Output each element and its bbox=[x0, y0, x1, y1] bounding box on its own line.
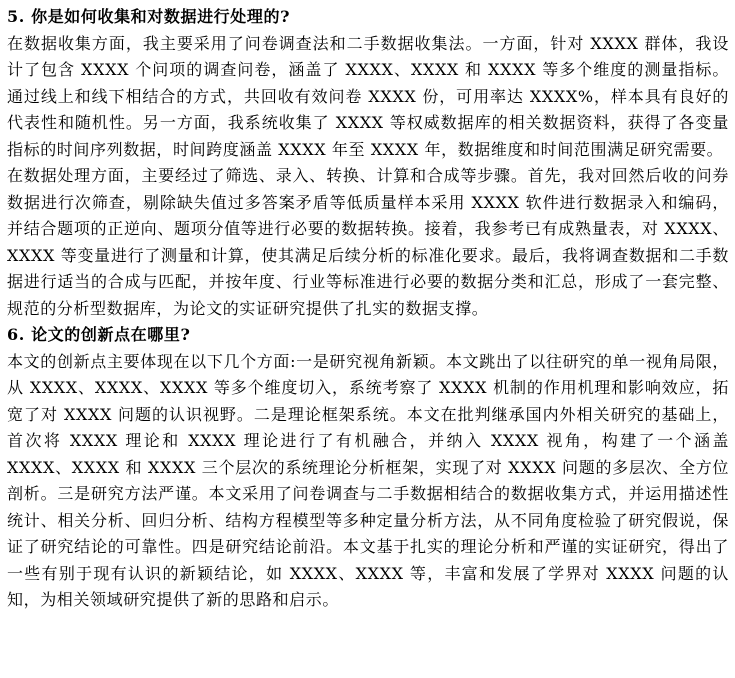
paragraph-data-collection: 在数据收集方面，我主要采用了问卷调查法和二手数据收集法。一方面，针对 XXXX 群体，我设计了包含 XXXX 个问项的调查问卷，涵盖了 XXXX、XXXX 和 XXXX 等多个维度的测量指标。通过线上和线下相结合的方式，共回收有效问卷 XXXX 份，可用率达 XXXX%，样本具有良好的代表性和随机性。另一方面，我系统收集了 XXXX 等权威数据库的相关数据资料，获得了各变量指标的时间序列数据，时间跨度涵盖 XXXX 年至 XXXX 年，数据维度和时间范围满足研究需要。 bbox=[7, 33, 729, 159]
section-heading: 5. 你是如何收集和对数据进行处理的? bbox=[7, 7, 291, 26]
section-heading: 6. 论文的创新点在哪里? bbox=[7, 325, 191, 344]
paragraph-data-processing: 在数据处理方面，主要经过了筛选、录入、转换、计算和合成等步骤。首先，我对回然后收的问券数据进行次筛查，剔除缺失值过多答案矛盾等低质量样本采用 XXXX 软件进行数据录入和编码，并结合题项的正逆向、题项分值等进行必要的数据转换。接着，我参考已有成熟量表，对 XXXX、XXXX 等变量进行了测量和计算，使其满足后续分析的标准化要求。最后，我将调查数据和二手数据进行适当的合成与匹配，并按年度、行业等标准进行必要的数据分类和汇总，形成了一套完整、规范的分析型数据库，为论文的实证研究提供了扎实的数据支撑。 bbox=[7, 166, 729, 318]
paragraph-innovation: 本文的创新点主要体现在以下几个方面:一是研究视角新颖。本文跳出了以往研究的单一视角局限，从 XXXX、XXXX、XXXX 等多个维度切入，系统考察了 XXXX 机制的作用机理和影响效应，拓宽了对 XXXX 问题的认识视野。二是理论框架系统。本文在批判继承国内外相关研究的基础上，首次将 XXXX 理论和 XXXX 理论进行了有机融合，并纳入 XXXX 视角，构建了一个涵盖 XXXX、XXXX 和 XXXX 三个层次的系统理论分析框架，实现了对 XXXX 问题的多层次、全方位剖析。三是研究方法严谨。本文采用了问卷调查与二手数据相结合的数据收集方式，并运用描述性统计、相关分析、回归分析、结构方程模型等多种定量分析方法，从不同角度检验了研究假说，保证了研究结论的可靠性。四是研究结论前沿。本文基于扎实的理论分析和严谨的实证研究，得出了一些有别于现有认识的新颖结论，如 XXXX、XXXX 等，丰富和发展了学界对 XXXX 问题的认知，为相关领域研究提供了新的思路和启示。 bbox=[7, 351, 729, 609]
section-data-collection bbox=[7, 4, 729, 322]
section-innovation bbox=[7, 322, 729, 614]
